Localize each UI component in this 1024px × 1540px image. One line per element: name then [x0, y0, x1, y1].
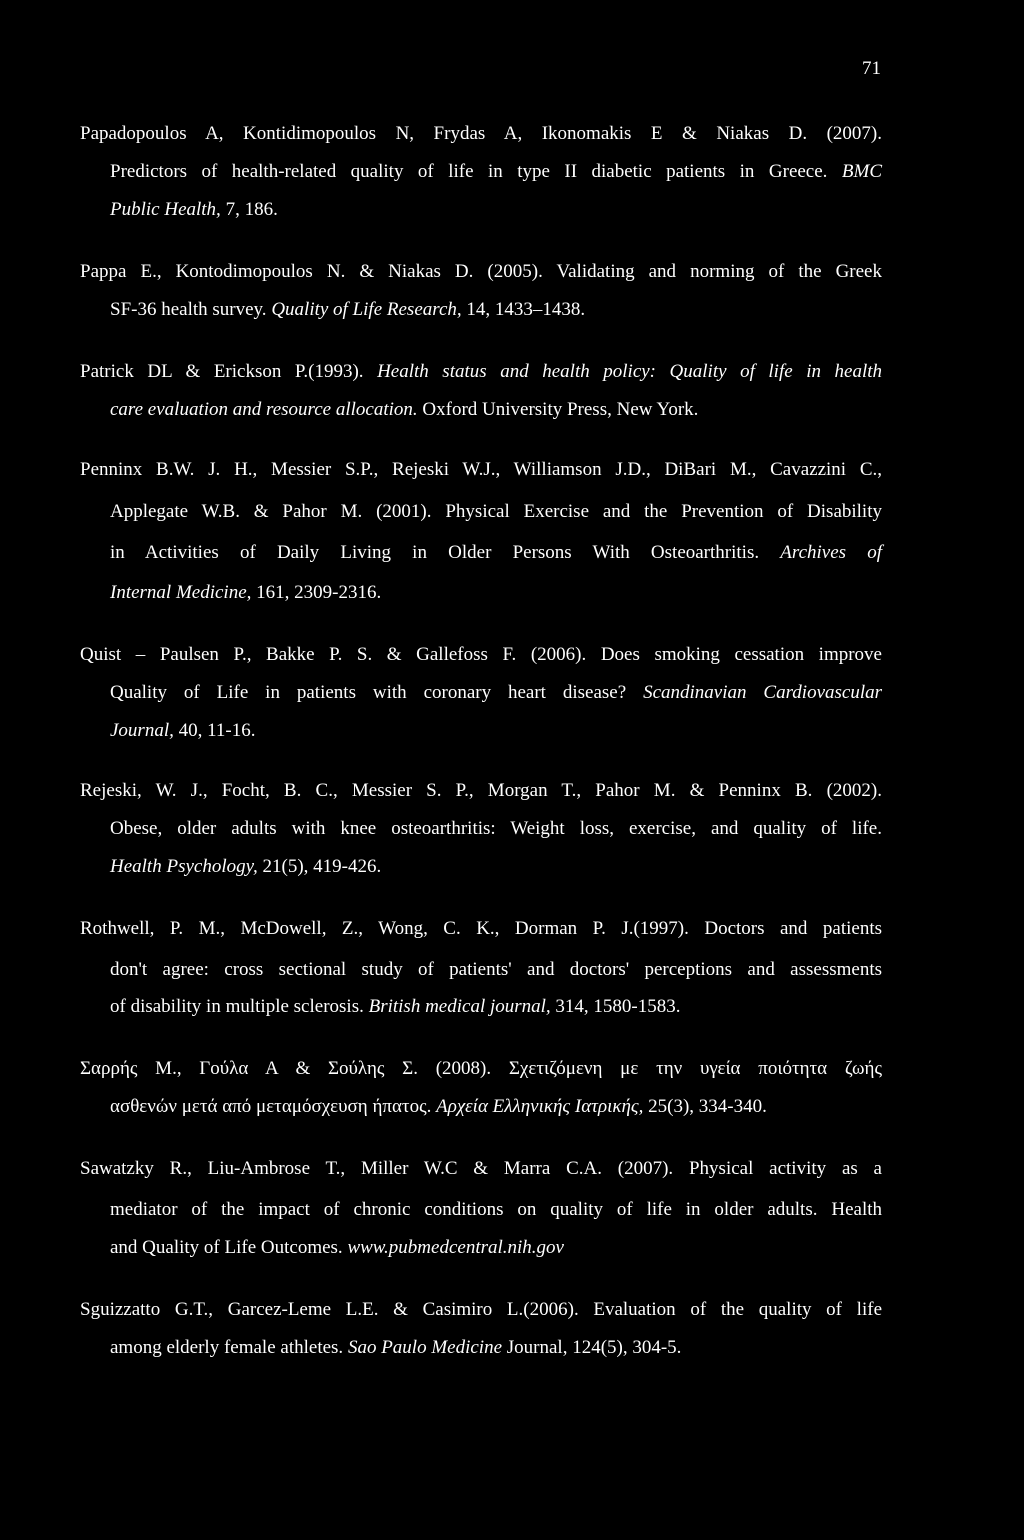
- italic-text: Sao Paulo Medicine: [347, 1337, 503, 1358]
- italic-text: Αρχεία Ελληνικής Ιατρικής,: [436, 1096, 644, 1117]
- italic-text: Journal,: [110, 720, 174, 741]
- text-segment: of disability in multiple sclerosis.: [110, 996, 369, 1017]
- text-segment: Applegate W.B. & Pahor M. (2001). Physical Exercise and the Prevention of Disability: [110, 501, 882, 522]
- text-segment: Σαρρής Μ., Γούλα Α & Σούλης Σ. (2008). Σχετιζόμενη με την υγεία ποιότητα ζωής: [80, 1058, 882, 1079]
- reference-line: [110, 583, 381, 602]
- reference-line: [110, 1338, 681, 1357]
- text-segment: Papadopoulos A, Kontidimopoulos N, Frydas A, Ikonomakis E & Niakas D. (2007).: [80, 123, 882, 144]
- text-segment: 314, 1580-1583.: [550, 996, 681, 1017]
- italic-text: British medical journal,: [368, 996, 551, 1017]
- text-segment: 14, 1433–1438.: [461, 299, 586, 320]
- italic-text: Health status and health policy: Quality of life in health: [377, 361, 883, 382]
- text-segment: SF-36 health survey.: [110, 299, 272, 320]
- italic-text: BMC: [841, 161, 882, 182]
- reference-line: [110, 1200, 882, 1219]
- text-segment: Sawatzky R., Liu-Ambrose T., Miller W.C & Marra C.A. (2007). Physical activity as a: [80, 1158, 882, 1179]
- reference-line: [80, 460, 882, 479]
- reference-line: [110, 200, 278, 219]
- reference-line: [110, 683, 882, 702]
- reference-line: [80, 124, 882, 143]
- text-segment: Journal, 124(5), 304-5.: [502, 1337, 682, 1358]
- italic-text: Quality of Life Research,: [271, 299, 462, 320]
- italic-text: care evaluation and resource allocation.: [110, 399, 418, 420]
- reference-line: [110, 721, 255, 740]
- text-segment: 25(3), 334-340.: [643, 1096, 767, 1117]
- text-segment: ασθενών μετά από μεταμόσχευση ήπατος.: [110, 1096, 437, 1117]
- italic-text: www.pubmedcentral.nih.gov: [347, 1237, 564, 1258]
- reference-line: [80, 1300, 882, 1319]
- reference-line: [110, 997, 681, 1016]
- reference-line: [80, 645, 882, 664]
- reference-line: [110, 162, 882, 181]
- text-segment: and Quality of Life Outcomes.: [110, 1237, 348, 1258]
- text-segment: Sguizzatto G.T., Garcez-Leme L.E. & Casimiro L.(2006). Evaluation of the quality of life: [80, 1299, 882, 1320]
- reference-line: [110, 502, 882, 521]
- text-segment: 7, 186.: [220, 199, 278, 220]
- text-segment: Rejeski, W. J., Focht, B. C., Messier S. P., Morgan T., Pahor M. & Penninx B. (2002).: [80, 780, 882, 801]
- reference-line: [110, 1238, 564, 1257]
- page-number: 71: [862, 58, 881, 79]
- reference-line: [80, 919, 882, 938]
- text-segment: Predictors of health-related quality of life in type II diabetic patients in Greece.: [110, 161, 842, 182]
- text-segment: Patrick DL & Erickson P.(1993).: [80, 361, 378, 382]
- italic-text: Scandinavian Cardiovascular: [643, 682, 882, 703]
- reference-line: [110, 1097, 767, 1116]
- text-segment: mediator of the impact of chronic conditions on quality of life in older adults. Health: [110, 1199, 882, 1220]
- italic-text: Internal Medicine,: [110, 582, 252, 603]
- reference-line: [80, 1159, 882, 1178]
- text-segment: Penninx B.W. J. H., Messier S.P., Rejeski W.J., Williamson J.D., DiBari M., Cavazzini C.,: [80, 459, 882, 480]
- text-segment: among elderly female athletes.: [110, 1337, 348, 1358]
- text-segment: in Activities of Daily Living in Older Persons With Osteoarthritis.: [110, 542, 781, 563]
- reference-line: [110, 400, 698, 419]
- text-segment: Quality of Life in patients with coronary heart disease?: [110, 682, 644, 703]
- text-segment: Obese, older adults with knee osteoarthritis: Weight loss, exercise, and quality of life.: [110, 818, 882, 839]
- reference-line: [80, 1059, 882, 1078]
- reference-line: [80, 781, 882, 800]
- text-segment: 40, 11-16.: [173, 720, 256, 741]
- italic-text: Archives of: [780, 542, 883, 563]
- text-segment: Quist – Paulsen P., Bakke P. S. & Gallefoss F. (2006). Does smoking cessation improve: [80, 644, 882, 665]
- reference-line: [110, 543, 882, 562]
- text-segment: Pappa E., Kontodimopoulos N. & Niakas D. (2005). Validating and norming of the Greek: [80, 261, 882, 282]
- text-segment: 21(5), 419-426.: [257, 856, 382, 877]
- text-segment: Rothwell, P. M., McDowell, Z., Wong, C. K., Dorman P. J.(1997). Doctors and patients: [80, 918, 882, 939]
- reference-line: [80, 262, 882, 281]
- reference-line: [110, 960, 882, 979]
- reference-line: [110, 819, 882, 838]
- text-segment: 161, 2309-2316.: [251, 582, 382, 603]
- reference-line: [80, 362, 882, 381]
- text-segment: don't agree: cross sectional study of patients' and doctors' perceptions and assessments: [110, 959, 882, 980]
- reference-line: [110, 300, 585, 319]
- italic-text: Health Psychology,: [110, 856, 258, 877]
- italic-text: Public Health,: [110, 199, 221, 220]
- reference-line: [110, 857, 381, 876]
- text-segment: Oxford University Press, New York.: [417, 399, 699, 420]
